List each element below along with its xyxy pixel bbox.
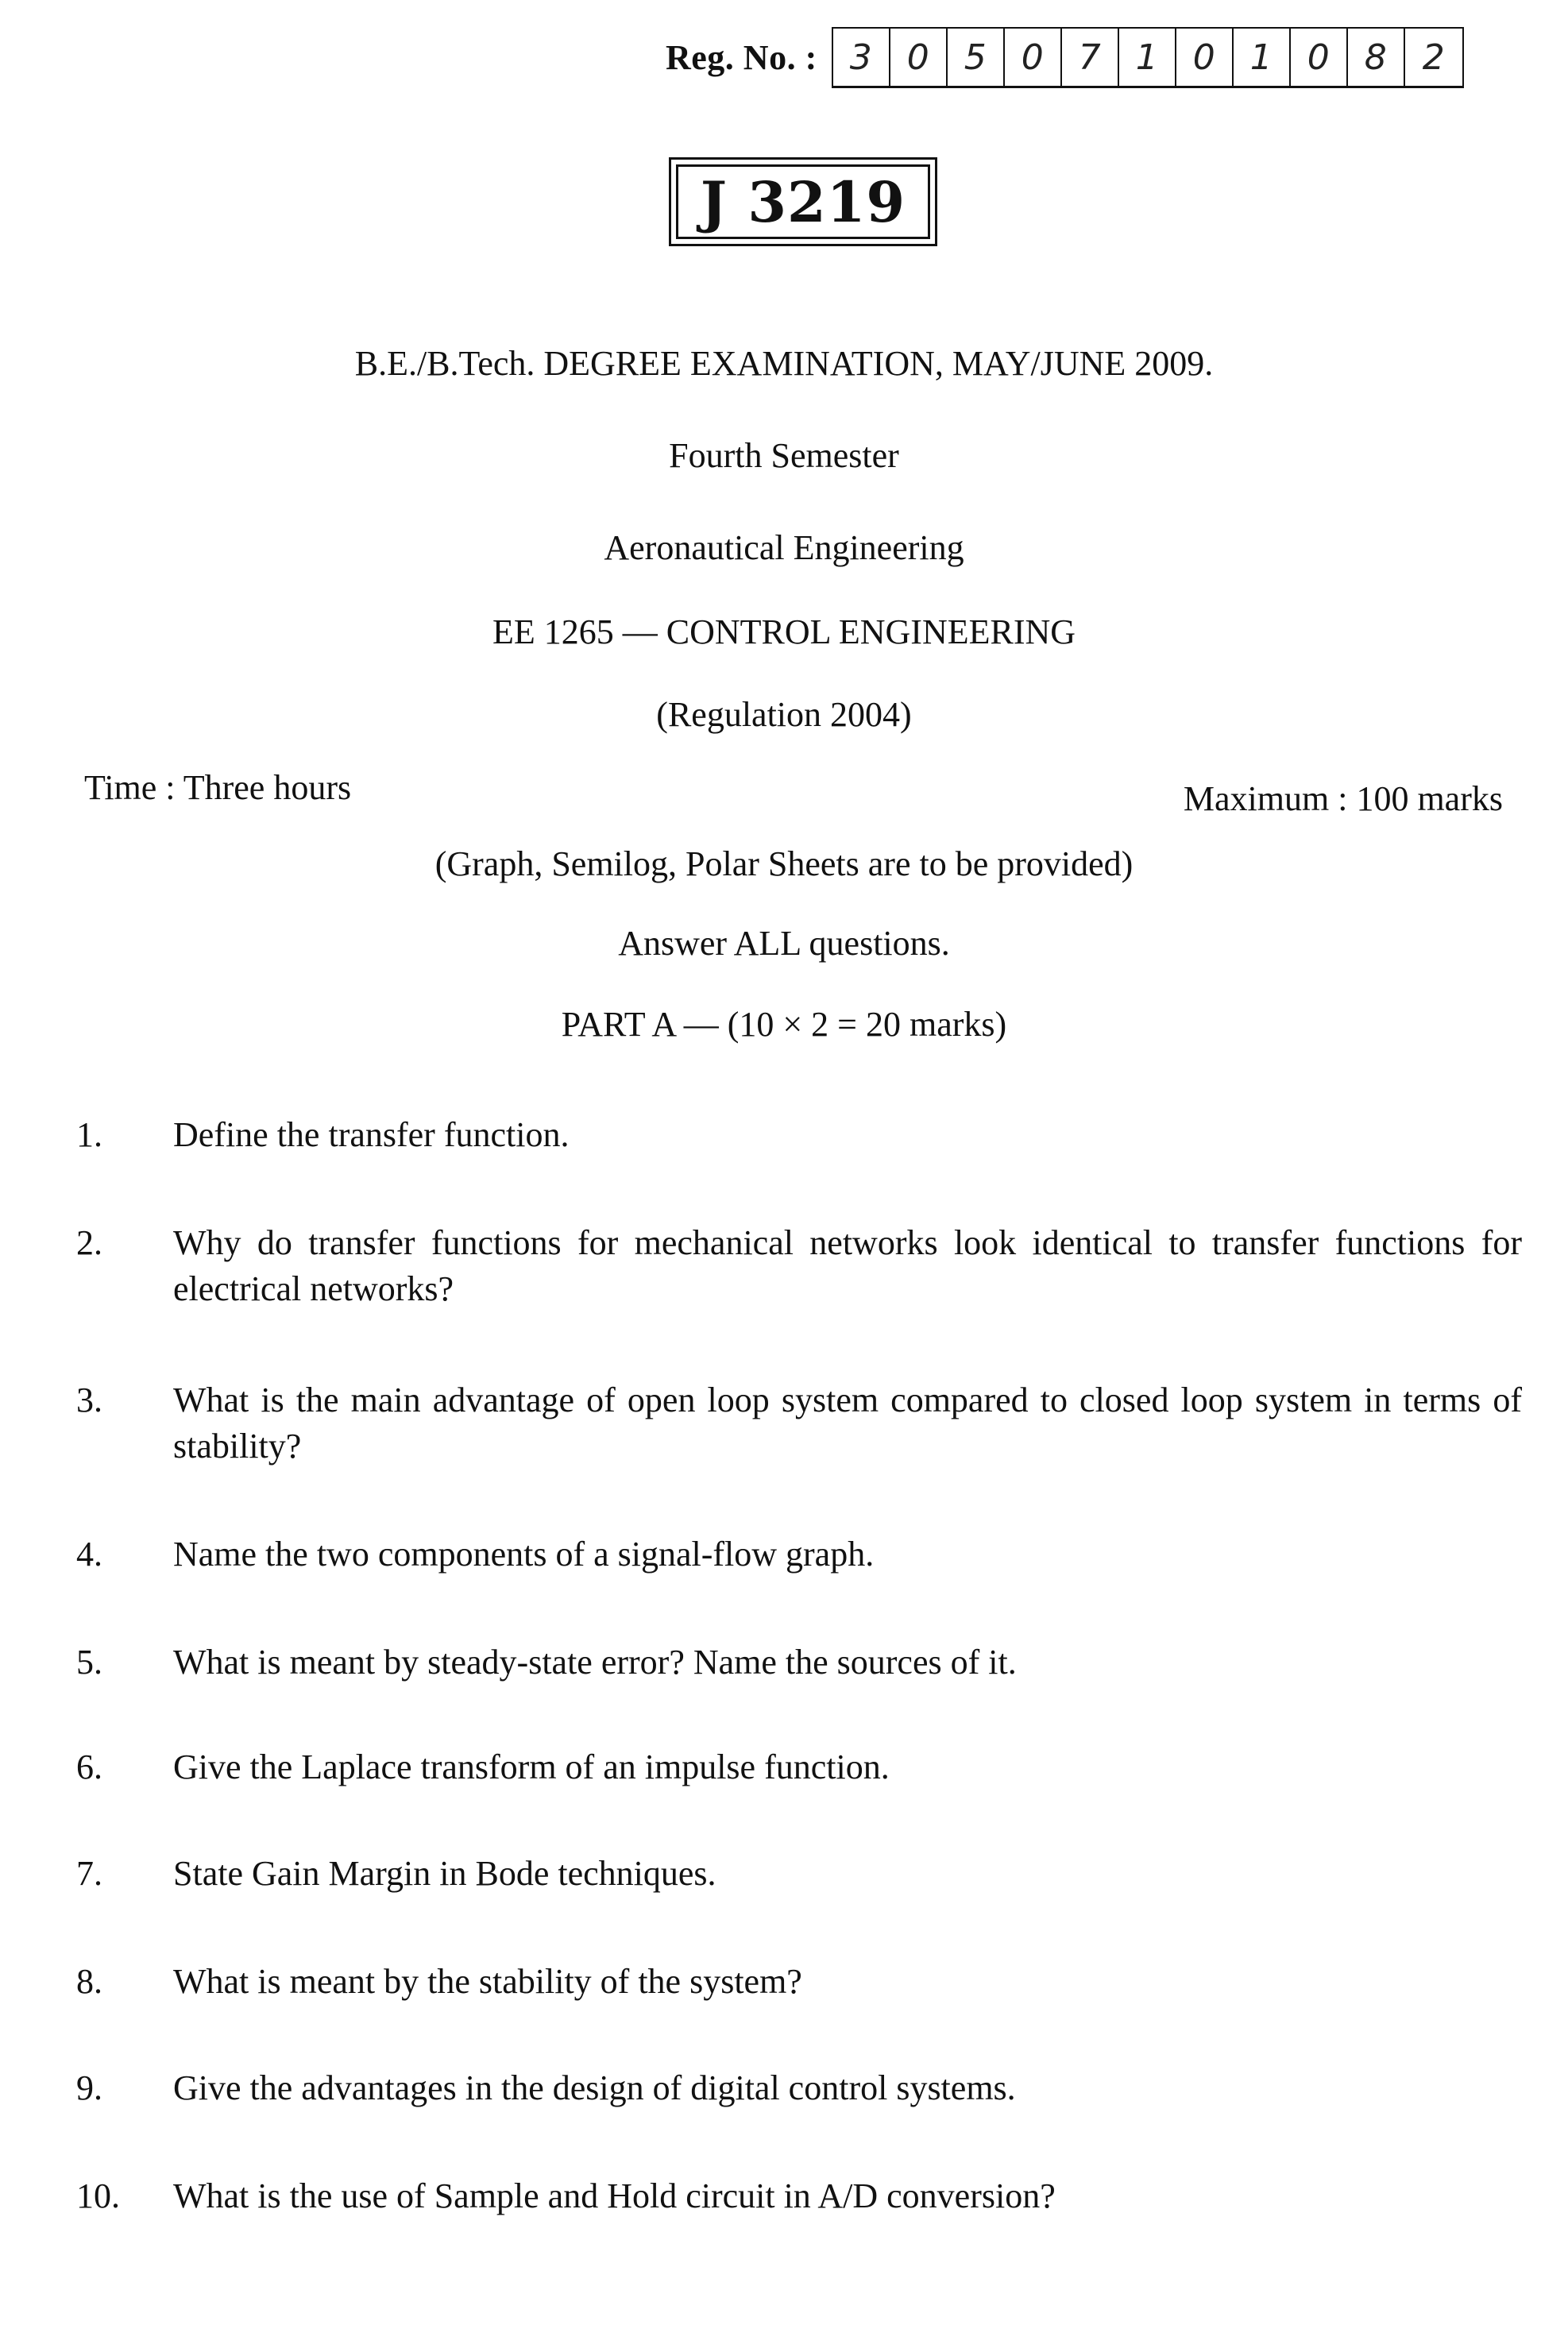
question-text: What is meant by steady-state error? Name the sources of it. (173, 1643, 1017, 1682)
reg-digit-box: 8 (1348, 29, 1405, 86)
registration-number (666, 27, 1464, 88)
question-number: 1. (76, 1115, 102, 1154)
question-number: 9. (76, 2068, 102, 2107)
reg-digit-box: 1 (1119, 29, 1176, 86)
question-number: 2. (76, 1223, 102, 1262)
instruction: Answer ALL questions. (618, 924, 950, 963)
question-number: 3. (76, 1381, 102, 1419)
materials-note: (Graph, Semilog, Polar Sheets are to be provided) (434, 844, 1134, 883)
reg-digit-box: 3 (833, 29, 890, 86)
reg-digit-box: 5 (948, 29, 1005, 86)
subject: EE 1265 — CONTROL ENGINEERING (492, 612, 1076, 651)
reg-digit-box: 2 (1422, 37, 1445, 78)
question-text: Why do transfer functions for mechanical networks look identical to transfer functions for electrical networks? (173, 1223, 1522, 1308)
question-number: 10. (76, 2176, 120, 2215)
question-text: Give the advantages in the design of digital control systems. (173, 2068, 1016, 2107)
regulation: (Regulation 2004) (656, 695, 912, 734)
reg-digit-box: 0 (1291, 29, 1348, 86)
exam-title: B.E./B.Tech. DEGREE EXAMINATION, MAY/JUNE 2009. (354, 344, 1214, 383)
reg-digit-box: 7 (1062, 29, 1119, 86)
question-number: 7. (76, 1854, 102, 1893)
part-a-heading: PART A — (10 × 2 = 20 marks) (561, 1005, 1007, 1044)
question-text: What is the main advantage of open loop system compared to closed loop system in terms of stability? (173, 1381, 1522, 1466)
exam-time: Time : Three hours (84, 768, 352, 807)
reg-digit-box: 0 (890, 29, 948, 86)
max-marks: Maximum : 100 marks (1183, 779, 1503, 818)
question-number: 8. (76, 1962, 102, 2001)
question-text: Name the two components of a signal-flow graph. (173, 1535, 875, 1574)
question-text: Define the transfer function. (173, 1115, 570, 1154)
paper-code-box (669, 157, 937, 246)
reg-digit-box: 0 (1005, 29, 1062, 86)
question-text: State Gain Margin in Bode techniques. (173, 1854, 716, 1893)
reg-number-boxes (832, 27, 1464, 88)
question-number: 5. (76, 1643, 102, 1682)
reg-digit-box: 1 (1234, 29, 1291, 86)
reg-digit-box: 0 (1176, 29, 1234, 86)
question-text: What is the use of Sample and Hold circuit in A/D conversion? (173, 2176, 1056, 2215)
semester: Fourth Semester (669, 436, 899, 475)
question-text: Give the Laplace transform of an impulse function. (173, 1747, 890, 1786)
reg-label: Reg. No. : (666, 38, 817, 77)
question-number: 4. (76, 1535, 102, 1574)
branch: Aeronautical Engineering (604, 528, 964, 567)
question-text: What is meant by the stability of the system? (173, 1962, 802, 2001)
paper-code: J 3219 (676, 164, 930, 239)
question-number: 6. (76, 1747, 102, 1786)
